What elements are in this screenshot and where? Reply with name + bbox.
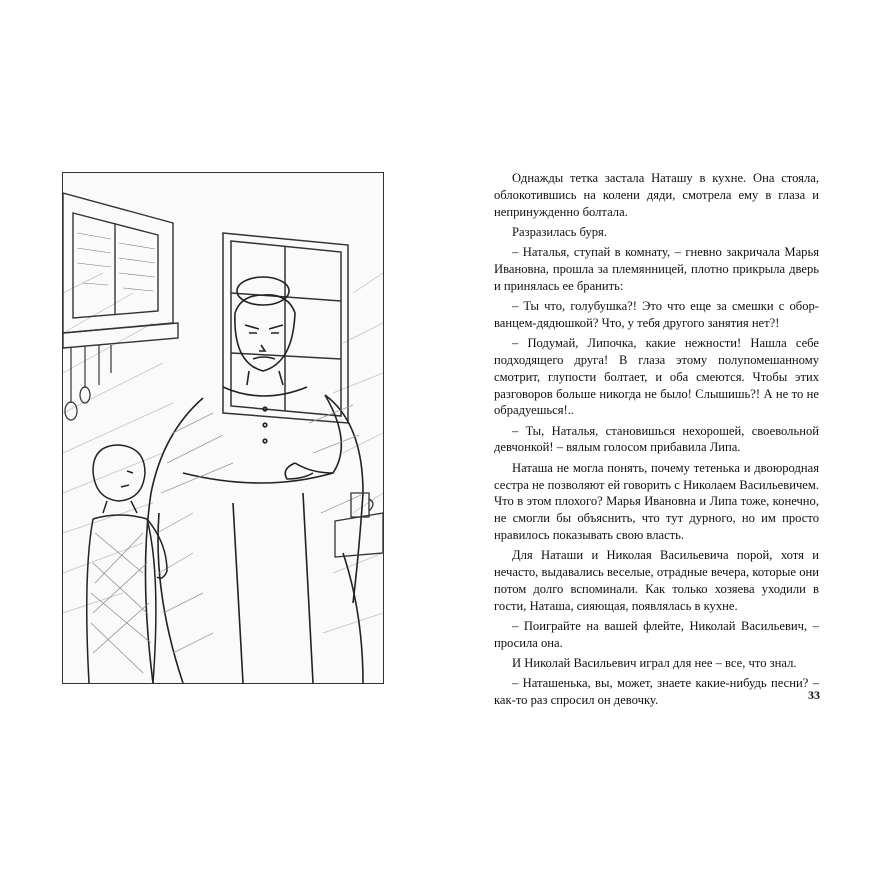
paragraph: Наташа не могла понять, почему тетенька и двоюродная сестра не позволяют ей говорить с Николаем Васильевичем. Что в этом плохого? Марья Ивановна и Липа тоже, конечно, не смогли бы объяснить, что тут дурного, но им просто нравилось показывать свою власть. (494, 460, 819, 542)
paragraph: – Поиграйте на вашей флейте, Николай Васильевич, – просила она. (494, 618, 819, 650)
paragraph: – Ты, Наталья, становишься нехорошей, своевольной девчонкой! – вялым голосом прибавила Липа. (494, 423, 819, 455)
paragraph: И Николай Васильевич играл для нее – все, что знал. (512, 656, 797, 671)
paragraph: Для Наташи и Николая Васильевича порой, хотя и нечасто, выдавались веселые, отрадные вечера, которые они потом долго вспоминали. Как только хозяева уходили в гости, Наташа, сияющая, появлялась в кухне. (494, 548, 819, 613)
paragraph: – Подумай, Липочка, какие нежности! Нашла себе подходящего друга! В глаза этому полупомешанному смотрит, глупости болтает, и оба смеются. Чтобы этих разговоров больше никогда не было! Слышишь?! А не то не обрадуешься!.. (494, 336, 819, 418)
paragraph: Разразилась буря. (512, 224, 607, 239)
pencil-sketch-image (63, 173, 383, 683)
paragraph: – Ты что, голубушка?! Это что еще за смешки с оборванцем-дядюшкой? Что, у тебя другого занятия нет?! (494, 299, 819, 330)
illustration-aunt-scolding-girl (62, 172, 384, 684)
paragraph: – Наташенька, вы, может, знаете какие-нибудь песни? – как-то раз спросил он девочку. (494, 676, 819, 708)
page-number: 33 (808, 688, 820, 702)
paragraph: – Наталья, ступай в комнату, – гневно закричала Марья Ивановна, прошла за племянницей, плотно прикрыла дверь и принялась ее бранить: (494, 245, 819, 293)
book-text (494, 170, 819, 712)
paragraph: Однажды тетка застала Наташу в кухне. Она стояла, облокотившись на колени дяди, смотрела ему в глаза и непринужденно болтала. (494, 171, 819, 219)
